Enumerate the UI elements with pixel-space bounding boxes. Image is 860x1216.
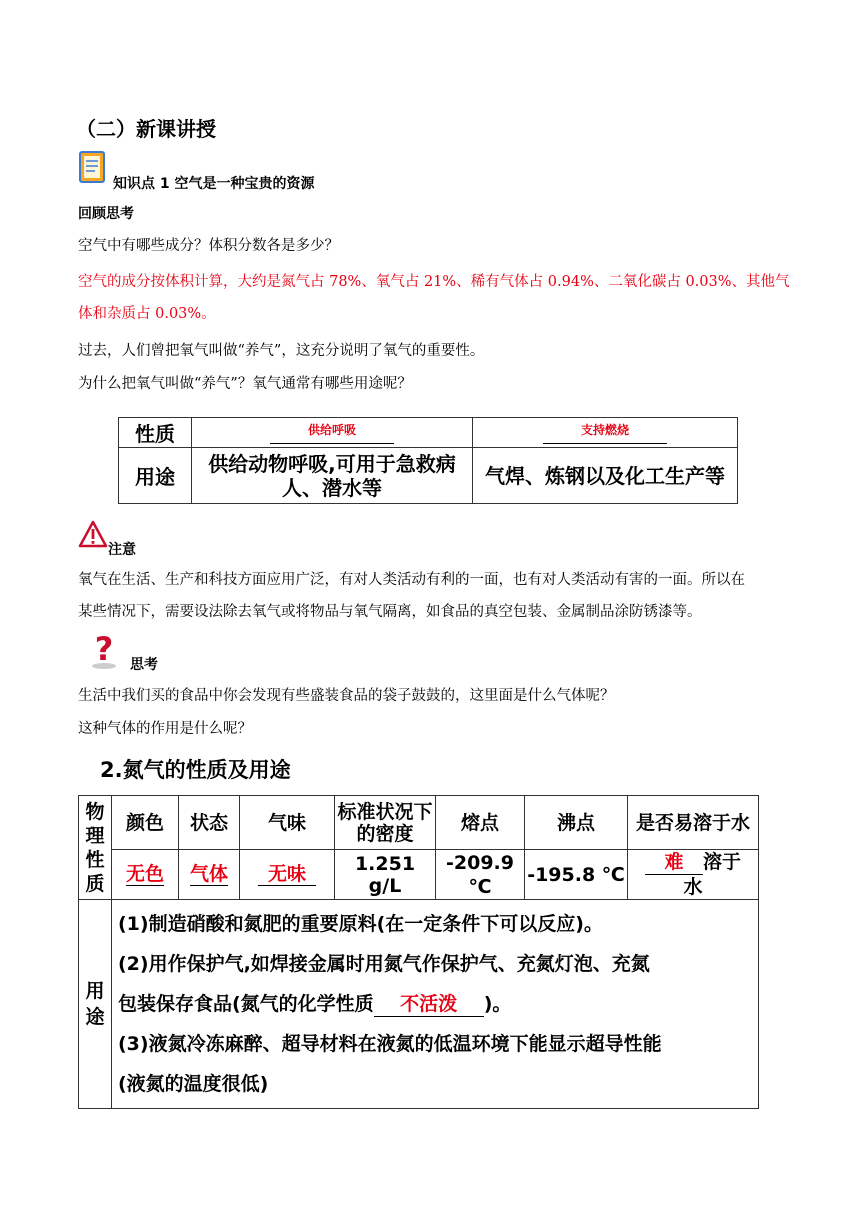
use-2a: (2)用作保护气,如焊接金属时用氮气作保护气、充氮灯泡、充氮 — [118, 953, 650, 975]
think-line-1: 生活中我们买的食品中你会发现有些盛装食品的袋子鼓鼓的，这里面是什么气体呢？ — [78, 688, 615, 704]
header-state: 状态 — [179, 796, 240, 850]
solubility-suffix: 溶于 — [702, 851, 741, 873]
section-title: （二）新课讲授 — [76, 117, 216, 141]
solubility-answer: 难 — [664, 851, 684, 873]
solubility-cell — [628, 850, 759, 900]
state-cell — [179, 850, 240, 900]
header-solubility: 是否易溶于水 — [628, 796, 759, 850]
question-2: 为什么把氧气叫做“养气”？氧气通常有哪些用途呢？ — [78, 376, 412, 392]
boiling-value: -195.8 ℃ — [525, 850, 628, 900]
use-2b-pre: 包装保存食品(氮气的化学性质 — [118, 993, 374, 1015]
oxygen-table — [118, 417, 738, 504]
think-heading: 思考 — [130, 657, 158, 673]
knowledge-point-title: 知识点 1 空气是一种宝贵的资源 — [113, 176, 315, 192]
melting-value: -209.9 ℃ — [436, 850, 525, 900]
answer-1-line-2: 体和杂质占 0.03%。 — [78, 306, 216, 322]
oxygen-use-2: 气焊、炼钢以及化工生产等 — [473, 448, 738, 504]
oxygen-use-1: 供给动物呼吸,可用于急救病人、潜水等 — [192, 448, 473, 504]
nitrogen-title: 2.氮气的性质及用途 — [100, 758, 291, 782]
odor-cell — [240, 850, 335, 900]
question-mark-icon — [88, 630, 120, 670]
use-3a: (3)液氮冷冻麻醉、超导材料在液氮的低温环境下能显示超导性能 — [118, 1033, 662, 1055]
use-3b: (液氮的温度很低) — [118, 1073, 269, 1095]
oxygen-use-header: 用途 — [119, 448, 192, 504]
nitrogen-use-text — [112, 900, 759, 1109]
book-icon — [78, 150, 106, 184]
use-2b-answer: 不活泼 — [374, 992, 484, 1017]
physical-property-label: 物理性质 — [79, 796, 112, 900]
header-melting-point: 熔点 — [436, 796, 525, 850]
use-label: 用途 — [79, 900, 112, 1109]
warning-icon — [78, 520, 108, 548]
think-line-2: 这种气体的作用是什么呢？ — [78, 721, 252, 737]
svg-text:?: ? — [94, 630, 114, 668]
odor-answer: 无味 — [267, 863, 306, 885]
notice-heading: 注意 — [108, 542, 136, 558]
notice-line-1: 氧气在生活、生产和科技方面应用广泛，有对人类活动有利的一面，也有对人类活动有害的一面。所以在 — [78, 572, 745, 588]
review-heading: 回顾思考 — [78, 206, 134, 222]
color-answer: 无色 — [125, 863, 164, 885]
oxygen-property-1-answer: 供给呼吸 — [307, 423, 356, 437]
state-answer: 气体 — [189, 863, 228, 885]
oxygen-property-1 — [192, 418, 473, 448]
answer-1-line-1: 空气的成分按体积计算，大约是氮气占 78%、氧气占 21%、稀有气体占 0.94%、二氧化碳占 0.03%、其他气 — [78, 274, 790, 290]
solubility-suffix-2: 水 — [683, 876, 703, 898]
color-cell — [112, 850, 179, 900]
header-color: 颜色 — [112, 796, 179, 850]
para-past: 过去，人们曾把氧气叫做“养气”，这充分说明了氧气的重要性。 — [78, 343, 485, 359]
use-1: (1)制造硝酸和氮肥的重要原料(在一定条件下可以反应)。 — [118, 913, 603, 935]
use-2b — [118, 984, 752, 1024]
header-density: 标准状况下的密度 — [335, 796, 436, 850]
nitrogen-table — [78, 795, 759, 1109]
header-odor: 气味 — [240, 796, 335, 850]
oxygen-property-header: 性质 — [119, 418, 192, 448]
use-2b-post: )。 — [483, 993, 512, 1015]
density-value: 1.251 g/L — [335, 850, 436, 900]
notice-line-2: 某些情况下，需要设法除去氧气或将物品与氧气隔离，如食品的真空包装、金属制品涂防锈漆等。 — [78, 604, 702, 620]
header-boiling-point: 沸点 — [525, 796, 628, 850]
question-1: 空气中有哪些成分？体积分数各是多少？ — [78, 238, 339, 254]
oxygen-property-2-answer: 支持燃烧 — [580, 423, 629, 437]
oxygen-property-2 — [473, 418, 738, 448]
